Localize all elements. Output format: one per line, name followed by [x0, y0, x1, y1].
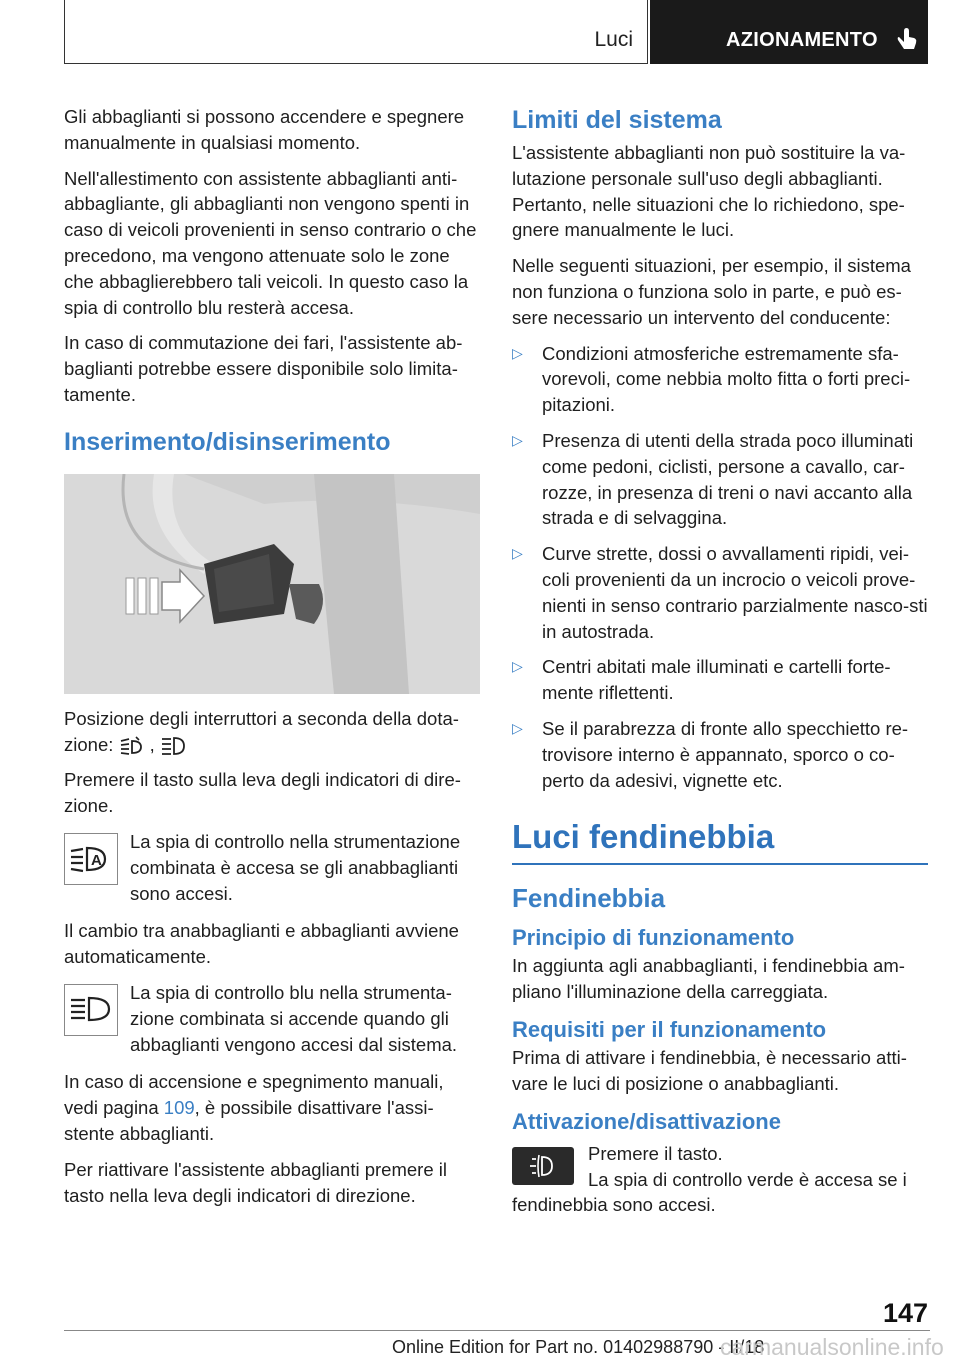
heading-principio: Principio di funzionamento [512, 925, 795, 951]
paragraph: La spia di controllo verde è accesa se i fendinebbia sono accesi. [512, 1168, 907, 1216]
paragraph: Nell'allestimento con assistente abbaglianti anti-abbagliante, gli abbaglianti non vengono spenti in caso di veicoli provenienti in senso contrario o che precedono, ma vengono attenuate solo le zone che abbaglierebbero tali veicoli. In questo caso la spia di controllo blu resterà accesa. [64, 167, 477, 318]
list-item: ▷ Condizioni atmosferiche estremamente sfa-vorevoli, come nebbia molto fitta o forti preci-pitazioni. [512, 342, 911, 416]
header-chapter-label: AZIONAMENTO [726, 29, 878, 51]
footer-divider [64, 1330, 930, 1331]
paragraph: L'assistente abbaglianti non può sostituire la va-lutazione personale sull'uso degli abbaglianti. Pertanto, nelle situazioni che lo richiedono, spe-gnere manualmente le luci. [512, 142, 906, 241]
paragraph: In aggiunta agli anabbaglianti, i fendinebbia am-pliano l'illuminazione della carreggiata. [512, 955, 905, 1003]
list-item: ▷ Presenza di utenti della strada poco illuminati come pedoni, ciclisti, persone a cavallo, car-rozze, in presenza di treni o navi accanto alla strada e di selvaggina. [512, 429, 914, 529]
right-column [512, 104, 928, 1228]
high-beam-indicator-icon [64, 984, 118, 1036]
heading-requisiti: Requisiti per il funzionamento [512, 1016, 827, 1042]
limitations-list [512, 341, 928, 794]
footer-edition: Online Edition for Part no. 01402988790 - II/18 [392, 1337, 765, 1357]
heading-limiti: Limiti del sistema [512, 106, 722, 134]
auto-high-beam-indicator-icon [64, 833, 118, 885]
heading-fendinebbia: Fendinebbia [512, 883, 666, 914]
triangle-bullet-icon: ▷ [512, 344, 523, 361]
triangle-bullet-icon: ▷ [512, 719, 523, 736]
lever-photo [64, 474, 480, 694]
high-beam-symbol-icon [160, 735, 186, 757]
triangle-bullet-icon: ▷ [512, 431, 523, 448]
paragraph: Premere il tasto sulla leva degli indicatori di dire-zione. [64, 769, 461, 817]
header-section-label: Luci [594, 28, 633, 51]
page-reference-link[interactable]: 109 [163, 1097, 195, 1119]
hand-pointer-icon [896, 25, 920, 51]
header-chapter-tab [650, 0, 928, 64]
list-item: ▷ Centri abitati male illuminati e cartelli forte-mente riflettenti. [512, 656, 891, 704]
fog-light-instruction [512, 1141, 928, 1193]
paragraph: In caso di accensione e spegnimento manuali, vedi pagina 109, è possibile disattivare l'assi-stente abbaglianti. [64, 1071, 444, 1144]
triangle-bullet-icon: ▷ [512, 545, 523, 562]
photo-caption: Posizione degli interruttori a seconda della dota-zione: , [64, 706, 480, 758]
list-item: ▷ Se il parabrezza di fronte allo specchietto re-trovisore interno è appannato, sporco o co-perto da adesivi, vignette etc. [512, 717, 909, 791]
list-item: ▷ Curve strette, dossi o avvallamenti ripidi, vei-coli provenienti da un incrocio o veicoli prove-nienti in senso contrario parzialmente nasco-sti in autostrada. [512, 543, 928, 642]
paragraph: Gli abbaglianti si possono accendere e spegnere manualmente in qualsiasi momento. [64, 106, 465, 153]
triangle-bullet-icon: ▷ [512, 658, 523, 675]
heading-luci-fendinebbia: Luci fendinebbia [512, 815, 928, 865]
paragraph: Il cambio tra anabbaglianti e abbaglianti avviene automaticamente. [64, 920, 459, 968]
page-number: 147 [882, 1298, 928, 1328]
indicator-note-1: A La spia di controllo nella strumentazione combinata è accesa se gli anabbaglianti sono accesi. [64, 829, 480, 906]
heading-inserimento: Inserimento/disinserimento [64, 427, 391, 456]
paragraph: Nelle seguenti situazioni, per esempio, il sistema non funziona o funziona solo in parte, e può es-sere necessario un intervento del conducente: [512, 255, 911, 328]
indicator-note-2: La spia di controllo blu nella strumenta-zione combinata si accende quando gli abbaglianti vengono accesi dal sistema. [64, 980, 480, 1057]
fog-light-button-icon [512, 1147, 574, 1185]
footer-watermark: carmanualsonline.info [720, 1334, 944, 1360]
heading-attivazione: Attivazione/disattivazione [512, 1108, 781, 1134]
fog-line-1: Premere il tasto. [588, 1142, 723, 1164]
turn-signal-lever-illustration [64, 474, 480, 694]
left-column [64, 104, 480, 1218]
high-beam-assist-symbol-icon [119, 735, 145, 757]
paragraph: Per riattivare l'assistente abbaglianti premere il tasto nella leva degli indicatori di direzione. [64, 1158, 447, 1206]
paragraph: In caso di commutazione dei fari, l'assistente ab-baglianti potrebbe essere disponibile solo limita-tamente. [64, 332, 463, 405]
svg-text:A: A [91, 851, 102, 869]
paragraph: Prima di attivare i fendinebbia, è necessario atti-vare le luci di posizione o anabbaglianti. [512, 1046, 907, 1094]
header-section-box [64, 0, 648, 64]
